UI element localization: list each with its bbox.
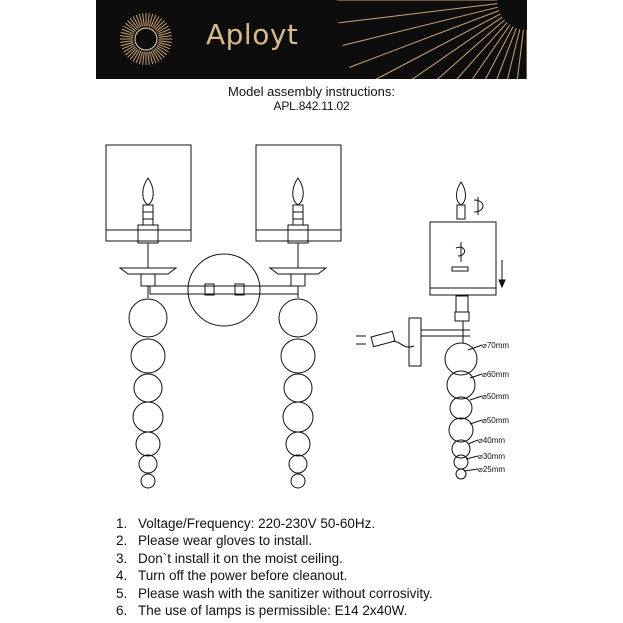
diameter-label-25: ⌀25mm xyxy=(478,465,506,474)
note-item: 2. Please wear gloves to install. xyxy=(116,533,313,549)
side-lamp-shade xyxy=(430,222,496,295)
diameter-label-30: ⌀30mm xyxy=(478,452,506,461)
right-candle-bulb-icon xyxy=(293,178,304,205)
instructions-title: Model assembly instructions: xyxy=(228,84,395,99)
diameter-label-70: ⌀70mm xyxy=(482,341,510,350)
note-item: 1. Voltage/Frequency: 220-230V 50-60Hz. xyxy=(116,516,376,531)
diameter-label-50b: ⌀50mm xyxy=(482,416,510,425)
left-arm xyxy=(106,145,191,488)
instruction-notes xyxy=(116,515,433,619)
brand-name: Aployt xyxy=(206,18,299,51)
rotate-arrow-icon-mid xyxy=(456,247,465,256)
side-detail xyxy=(356,182,505,479)
note-item: 5. Please wash with the sanitizer without corrosivity. xyxy=(116,585,433,601)
left-candle-bulb-icon xyxy=(143,178,154,205)
left-lamp-shade xyxy=(106,145,191,241)
diameter-label-50a: ⌀50mm xyxy=(482,392,510,401)
note-item: 3. Don`t install it on the moist ceiling. xyxy=(116,550,343,566)
wall-mount xyxy=(150,254,298,326)
right-lamp-shade xyxy=(256,145,341,241)
note-item: 4. Turn off the power before cleanout. xyxy=(116,568,348,584)
diameter-label-40: ⌀40mm xyxy=(478,436,506,445)
diameter-label-60: ⌀60mm xyxy=(482,370,510,379)
model-number: APL.842.11.02 xyxy=(273,99,350,113)
side-candle-bulb-icon xyxy=(457,182,466,205)
right-arm xyxy=(256,145,341,488)
note-item: 6. The use of lamps is permissible: E14 2x40W. xyxy=(116,603,408,619)
